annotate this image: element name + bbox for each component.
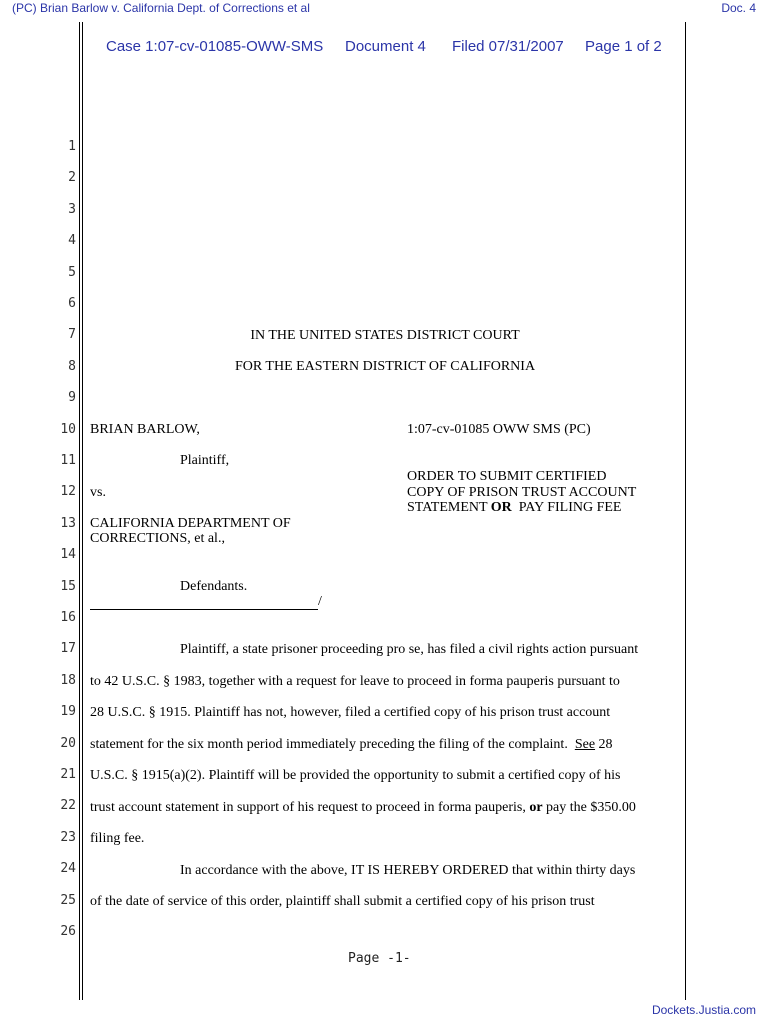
defendant-name-line2: CORRECTIONS, et al., xyxy=(90,531,225,546)
right-margin-rule xyxy=(685,22,686,1000)
order-title-pay: PAY FILING FEE xyxy=(511,500,622,515)
line-number: 4 xyxy=(68,233,76,249)
case-number: Case 1:07-cv-01085-OWW-SMS xyxy=(106,38,324,55)
line-number: 26 xyxy=(60,924,76,939)
caption-rule xyxy=(90,609,318,610)
document-number: Document 4 xyxy=(345,38,426,55)
case-title-link[interactable]: (PC) Brian Barlow v. California Dept. of Corrections et al xyxy=(12,1,310,15)
body-line-19: 28 U.S.C. § 1915. Plaintiff has not, however, filed a certified copy of his prison trust account xyxy=(90,705,611,720)
line-number: 5 xyxy=(68,264,76,280)
line-number: 12 xyxy=(60,484,76,500)
body-line-20 xyxy=(90,737,613,753)
page-number: Page -1- xyxy=(348,951,411,966)
body-line-22-text: trust account statement in support of his request to proceed in forma pauperis, xyxy=(90,800,530,815)
line-number: 21 xyxy=(60,767,76,782)
line-number: 18 xyxy=(60,672,76,688)
line-number: 25 xyxy=(60,892,76,908)
left-margin-rule-inner xyxy=(82,22,83,1000)
body-line-23: filing fee. xyxy=(90,831,145,846)
see-citation: See xyxy=(574,737,596,752)
line-number: 3 xyxy=(68,201,76,217)
doc-number-link[interactable]: Doc. 4 xyxy=(721,1,756,15)
page-count: Page 1 of 2 xyxy=(585,38,662,55)
line-number: 20 xyxy=(60,735,76,751)
case-header-page xyxy=(585,38,662,55)
line-number: 8 xyxy=(68,358,76,374)
court-district: FOR THE EASTERN DISTRICT OF CALIFORNIA xyxy=(234,359,536,374)
line-number: 11 xyxy=(60,453,76,468)
plaintiff-role: Plaintiff, xyxy=(180,453,230,468)
order-title-statement: STATEMENT xyxy=(407,500,491,515)
body-line-22-or: or xyxy=(529,800,543,815)
line-number: 24 xyxy=(60,861,76,877)
case-header-filed xyxy=(452,38,564,55)
line-number: 22 xyxy=(60,798,76,814)
order-title-or: OR xyxy=(490,500,512,515)
court-name: IN THE UNITED STATES DISTRICT COURT xyxy=(250,328,520,343)
plaintiff-name: BRIAN BARLOW, xyxy=(90,422,200,437)
line-number: 10 xyxy=(60,421,76,437)
line-number: 7 xyxy=(68,327,76,343)
body-line-20-tail: 28 xyxy=(595,737,613,752)
line-number: 6 xyxy=(68,296,76,311)
left-margin-rule xyxy=(79,22,80,1000)
caption-slash: / xyxy=(318,594,322,609)
line-number: 13 xyxy=(60,515,76,531)
body-line-22-tail: pay the $350.00 xyxy=(542,800,636,815)
body-line-17: Plaintiff, a state prisoner proceeding pro se, has filed a civil rights action pursuant xyxy=(180,642,639,657)
defendant-name-line1: CALIFORNIA DEPARTMENT OF xyxy=(90,516,291,531)
case-header xyxy=(106,38,323,55)
case-header-document xyxy=(345,38,426,55)
line-number: 9 xyxy=(68,390,76,406)
line-number: 19 xyxy=(60,704,76,720)
order-title-line1: ORDER TO SUBMIT CERTIFIED xyxy=(407,469,607,484)
line-number: 15 xyxy=(60,578,76,594)
line-number: 2 xyxy=(68,170,76,186)
body-line-25: of the date of service of this order, plaintiff shall submit a certified copy of his prison trust xyxy=(90,894,595,909)
order-title-line2: COPY OF PRISON TRUST ACCOUNT xyxy=(407,485,637,500)
order-title-line3 xyxy=(407,500,622,516)
body-line-21: U.S.C. § 1915(a)(2). Plaintiff will be provided the opportunity to submit a certified copy of his xyxy=(90,768,621,783)
filed-date: Filed 07/31/2007 xyxy=(452,38,564,55)
justia-link[interactable]: Dockets.Justia.com xyxy=(651,1003,756,1017)
versus: vs. xyxy=(90,485,106,500)
line-number: 23 xyxy=(60,829,76,845)
line-number: 1 xyxy=(68,139,76,154)
body-line-24: In accordance with the above, IT IS HEREBY ORDERED that within thirty days xyxy=(180,863,636,878)
defendant-role: Defendants. xyxy=(180,579,248,594)
body-line-18: to 42 U.S.C. § 1983, together with a request for leave to proceed in forma pauperis pursuant to xyxy=(90,674,620,689)
body-line-20-text: statement for the six month period immediately preceding the filing of the complaint. xyxy=(90,737,575,752)
line-number: 17 xyxy=(60,641,76,657)
line-number: 14 xyxy=(60,547,76,563)
body-line-22 xyxy=(90,800,636,816)
case-number-caption: 1:07-cv-01085 OWW SMS (PC) xyxy=(407,422,591,437)
line-number: 16 xyxy=(60,610,76,625)
